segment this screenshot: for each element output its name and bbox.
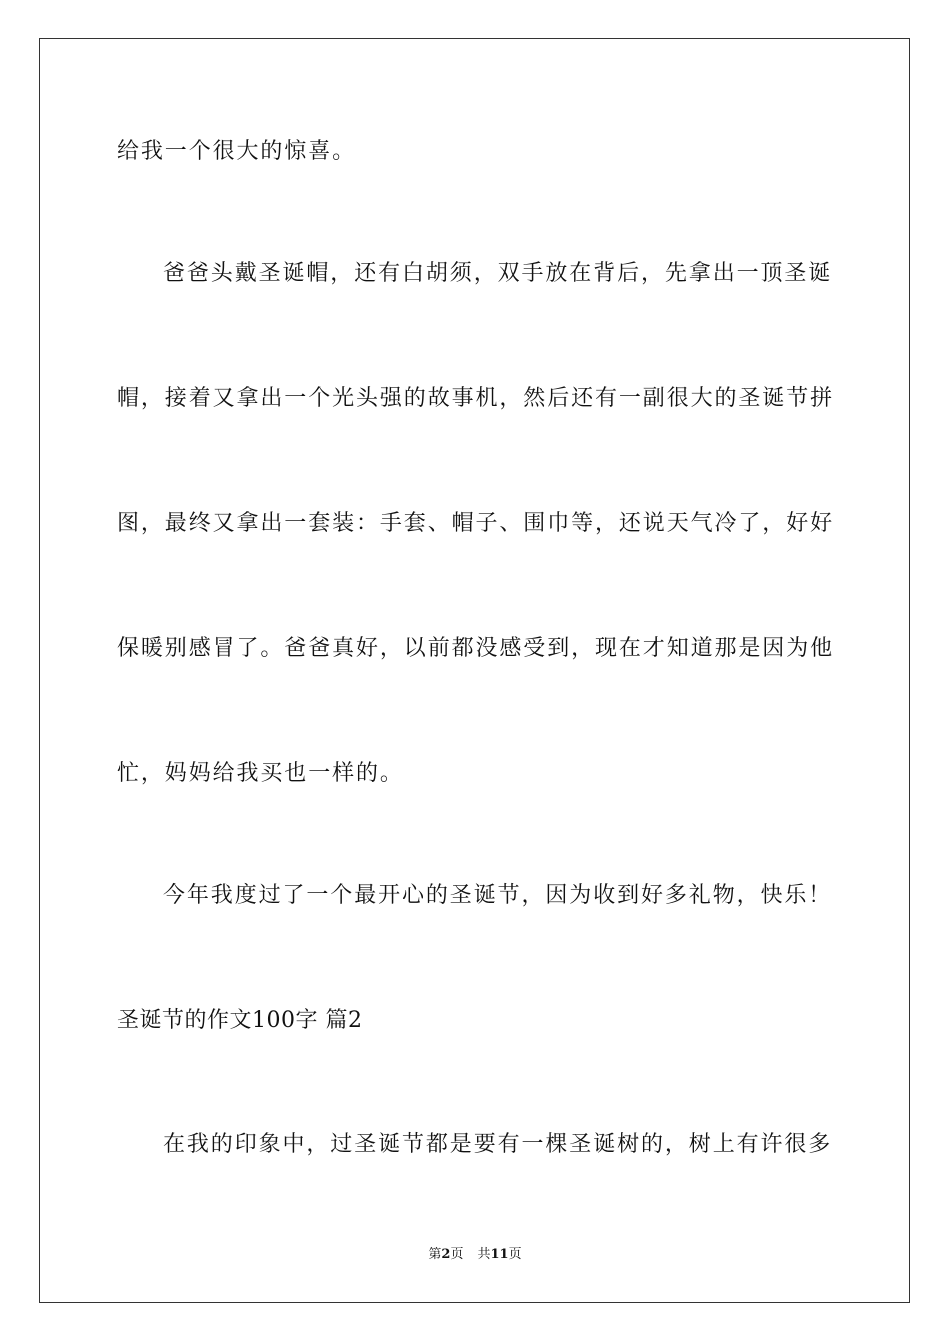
paragraph-1-line-1: 给我一个很大的惊喜。 xyxy=(117,139,357,164)
paragraph-3-line-1: 今年我度过了一个最开心的圣诞节，因为收到好多礼物，快乐！ xyxy=(163,883,833,908)
total-prefix: 共 xyxy=(477,1247,491,1262)
paragraph-2-line-2: 帽，接着又拿出一个光头强的故事机，然后还有一副很大的圣诞节拼 xyxy=(117,386,835,411)
section-heading: 圣诞节的作文100字 篇2 xyxy=(117,1008,363,1033)
page-frame xyxy=(39,38,910,1303)
total-suffix: 页 xyxy=(508,1247,522,1262)
paragraph-4-line-1: 在我的印象中，过圣诞节都是要有一棵圣诞树的，树上有许很多 xyxy=(163,1132,833,1157)
total-pages: 11 xyxy=(490,1247,509,1262)
paragraph-2-line-3: 图，最终又拿出一套装：手套、帽子、围巾等，还说天气冷了，好好 xyxy=(117,511,835,536)
paragraph-2-line-1: 爸爸头戴圣诞帽，还有白胡须，双手放在背后，先拿出一顶圣诞 xyxy=(163,261,833,286)
paragraph-2-line-5: 忙，妈妈给我买也一样的。 xyxy=(117,761,404,786)
page-suffix: 页 xyxy=(450,1247,464,1262)
page-number: 2 xyxy=(441,1247,451,1262)
page-footer xyxy=(0,1246,950,1264)
page-prefix: 第 xyxy=(428,1247,442,1262)
paragraph-2-line-4: 保暖别感冒了。爸爸真好，以前都没感受到，现在才知道那是因为他 xyxy=(117,636,835,661)
